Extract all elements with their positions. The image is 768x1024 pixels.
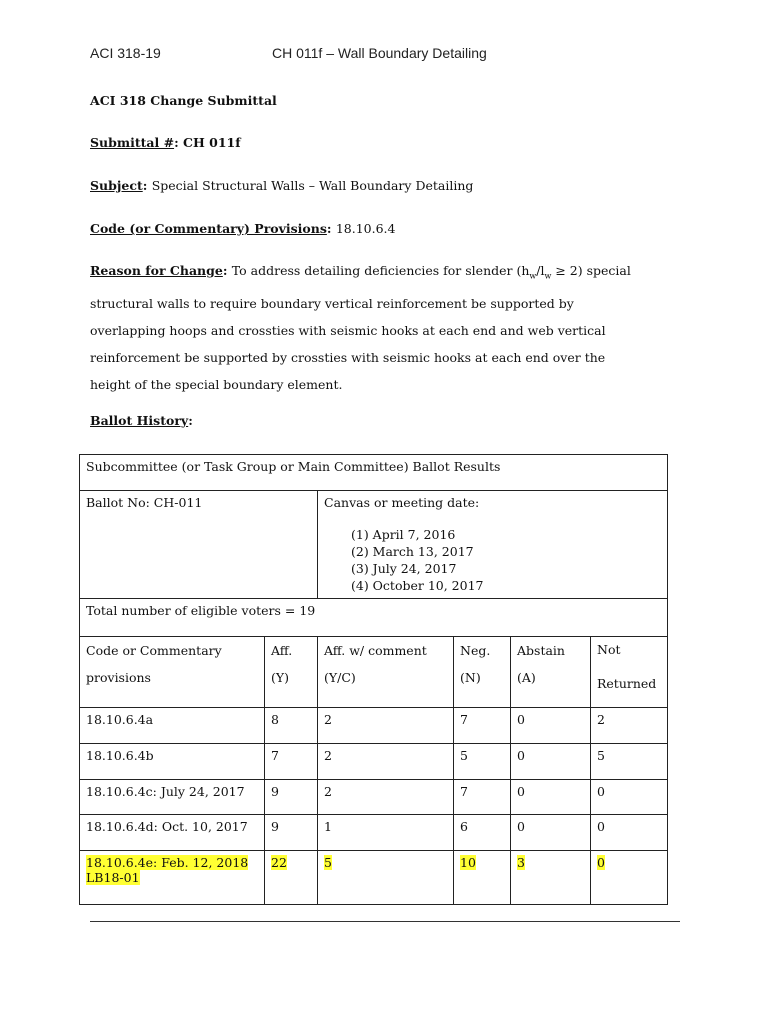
table-row (80, 815, 668, 851)
meeting-date: (1) April 7, 2016 (351, 527, 456, 542)
cell-neg: 7 (460, 784, 468, 799)
column-header-neg: Neg. (N) (460, 643, 491, 685)
ballot-number: Ballot No: CH-011 (86, 495, 203, 510)
table-caption-row (80, 455, 668, 491)
provisions-label: Code (or Commentary) Provisions (90, 221, 327, 236)
table-row-highlighted (80, 851, 668, 905)
cell-aff-comment: 1 (324, 819, 332, 834)
cell-aff-comment: 5 (324, 855, 332, 870)
cell-aff: 9 (271, 819, 279, 834)
meeting-dates-list (324, 526, 661, 594)
cell-aff: 8 (271, 712, 279, 727)
subject-label: Subject (90, 178, 143, 193)
highlighted-provision-code: LB18-01 (86, 870, 140, 885)
table-row (80, 708, 668, 744)
meeting-date: (4) October 10, 2017 (351, 578, 484, 593)
cell-provision: 18.10.6.4a (86, 712, 154, 727)
canvas-label: Canvas or meeting date: (324, 495, 480, 510)
doc-title: ACI 318 Change Submittal (90, 93, 277, 108)
submittal-line: Submittal #: CH 011f (90, 135, 241, 150)
cell-aff: 9 (271, 784, 279, 799)
reason-hw: h (521, 263, 530, 278)
reason-label: Reason for Change (90, 263, 223, 278)
table-row (80, 744, 668, 780)
column-header-aff: Aff. (Y) (271, 643, 293, 685)
reason-prefix: To address detailing deficiencies for slender ( (231, 263, 522, 278)
table-row (80, 780, 668, 815)
cell-abstain: 0 (517, 784, 525, 799)
cell-neg: 7 (460, 712, 468, 727)
reason-suffix: ) special structural walls to require boundary vertical reinforcement be supported by overlapping hoops and crossties with seismic hooks at each end and web vertical reinforcement be supported by crossties with seismic hooks at each end over the height of the special boundary element. (90, 263, 631, 392)
footer-divider (90, 921, 680, 922)
ballot-results-table (79, 454, 668, 905)
provisions-value: 18.10.6.4 (335, 221, 396, 236)
meeting-date: (2) March 13, 2017 (351, 544, 474, 559)
cell-not-returned: 0 (597, 784, 605, 799)
cell-not-returned: 0 (597, 855, 605, 870)
reason-hw-sub: w (529, 271, 537, 281)
cell-aff: 7 (271, 748, 279, 763)
cell-provision: 18.10.6.4b (86, 748, 154, 763)
header-subject: CH 011f – Wall Boundary Detailing (272, 45, 487, 61)
meeting-date: (3) July 24, 2017 (351, 561, 457, 576)
column-header-aff-comment: Aff. w/ comment (Y/C) (324, 643, 427, 685)
cell-provision: 18.10.6.4d: Oct. 10, 2017 (86, 819, 248, 834)
eligible-voters: Total number of eligible voters = 19 (86, 603, 316, 618)
reason-ratio: ≥ 2 (555, 263, 578, 278)
cell-aff-comment: 2 (324, 784, 332, 799)
subject-value: Special Structural Walls – Wall Boundary Detailing (151, 178, 474, 193)
cell-neg: 6 (460, 819, 468, 834)
cell-neg: 5 (460, 748, 468, 763)
highlighted-provision: 18.10.6.4e: Feb. 12, 2018 (86, 855, 249, 870)
column-header-provisions: Code or Commentary provisions (86, 643, 222, 685)
cell-provision (80, 851, 264, 889)
reason-paragraph: Reason for Change: To address detailing deficiencies for slender $(h_w/l_w \ge 2)$ special structural walls to require boundary vertical reinforcement be supported by overlapping hoops and crossties with seismic hooks at each end and web vertical reinforcement be supported by crossties with seismic hooks at each end over the height of the special boundary element. (90, 263, 631, 392)
cell-provision: 18.10.6.4c: July 24, 2017 (86, 784, 245, 799)
reason-lw-sub: w (544, 271, 552, 281)
cell-abstain: 0 (517, 819, 525, 834)
submittal-value: CH 011f (183, 135, 241, 150)
column-header-not-returned: Not Returned (597, 642, 657, 691)
cell-not-returned: 2 (597, 712, 605, 727)
ballot-history-line: Ballot History: (90, 413, 193, 428)
reason-lw: l (540, 263, 545, 278)
subject-line: Subject: Special Structural Walls – Wall Boundary Detailing (90, 178, 474, 193)
cell-abstain: 0 (517, 748, 525, 763)
cell-aff-comment: 2 (324, 712, 332, 727)
cell-abstain: 3 (517, 855, 525, 870)
table-caption: Subcommittee (or Task Group or Main Committee) Ballot Results (86, 459, 501, 474)
cell-aff: 22 (271, 855, 287, 870)
cell-not-returned: 0 (597, 819, 605, 834)
column-header-abstain: Abstain (A) (517, 643, 565, 685)
provisions-line: Code (or Commentary) Provisions: 18.10.6.4 (90, 221, 396, 236)
submittal-label: Submittal # (90, 135, 175, 150)
cell-neg: 10 (460, 855, 476, 870)
ballot-info-row (80, 491, 668, 599)
canvas-info (318, 491, 667, 598)
eligible-voters-row (80, 599, 668, 637)
cell-not-returned: 5 (597, 748, 605, 763)
column-header-row (80, 637, 668, 708)
ballot-history-label: Ballot History (90, 413, 189, 428)
header-code: ACI 318-19 (90, 45, 161, 61)
cell-aff-comment: 2 (324, 748, 332, 763)
cell-abstain: 0 (517, 712, 525, 727)
